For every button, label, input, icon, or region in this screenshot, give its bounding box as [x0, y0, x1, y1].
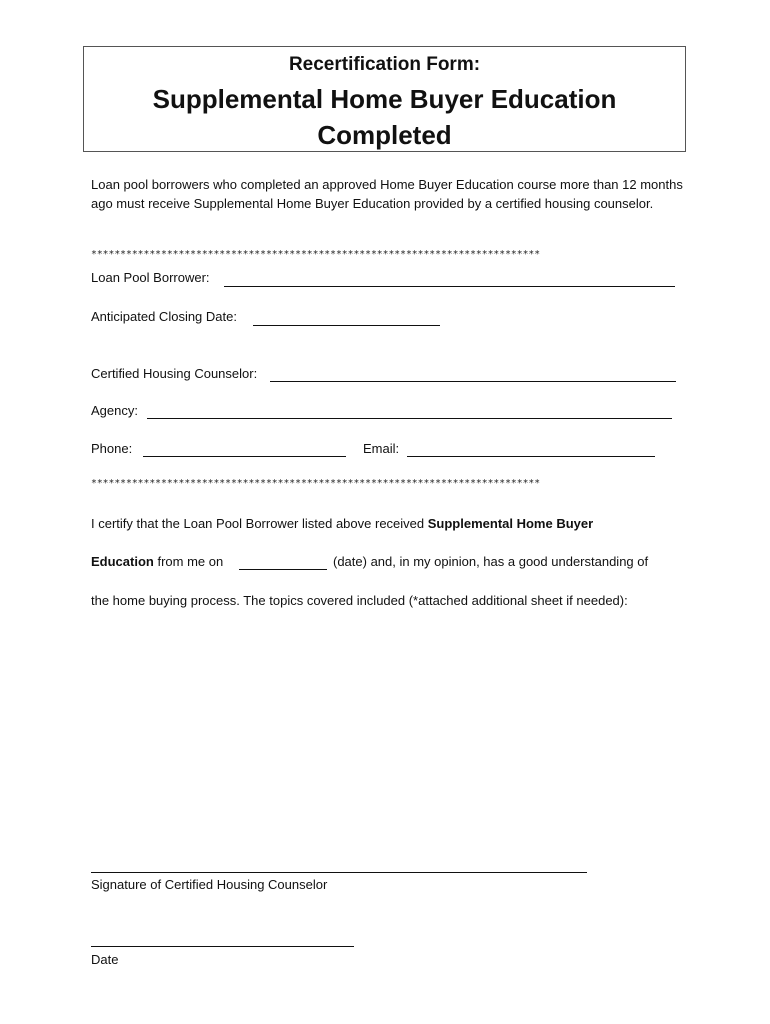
agency-label: Agency:: [91, 403, 138, 418]
form-subtitle: Recertification Form:: [288, 54, 481, 75]
certification-line1-bold: Supplemental Home Buyer: [427, 516, 594, 531]
phone-label: Phone:: [91, 441, 133, 456]
certification-line2-suffix: (date) and, in my opinion, has a good understanding of: [333, 554, 649, 569]
anticipated-closing-date-label: Anticipated Closing Date:: [91, 309, 237, 324]
agency-field[interactable]: [147, 418, 672, 419]
separator-top: *****************************************************************************: [91, 249, 541, 260]
intro-paragraph: Loan pool borrowers who completed an approved Home Buyer Education course more than 12 months ago must receive Supplemental Home Buyer Education provided by a certified housing counselor.: [91, 177, 683, 211]
counselor-signature-label: Signature of Certified Housing Counselor: [91, 877, 328, 892]
loan-pool-borrower-label: Loan Pool Borrower:: [91, 270, 210, 285]
signature-date-field[interactable]: [91, 946, 354, 947]
form-title-line1: Supplemental Home Buyer Education: [152, 84, 617, 114]
certified-housing-counselor-label: Certified Housing Counselor:: [91, 366, 258, 381]
loan-pool-borrower-field[interactable]: [224, 286, 675, 287]
certification-date-field[interactable]: [239, 569, 327, 570]
email-field[interactable]: [407, 456, 655, 457]
certification-line3: the home buying process. The topics covered included (*attached additional sheet if needed):: [91, 593, 628, 608]
phone-field[interactable]: [143, 456, 346, 457]
signature-date-label: Date: [91, 952, 119, 967]
certification-line2-text: from me on: [153, 554, 224, 569]
separator-bottom: *****************************************************************************: [91, 478, 541, 489]
certification-line1-text: I certify that the Loan Pool Borrower listed above received: [91, 516, 428, 531]
form-title: [84, 81, 685, 153]
certification-line1: [91, 516, 593, 532]
email-label: Email:: [363, 441, 400, 456]
counselor-signature-field[interactable]: [91, 872, 587, 873]
anticipated-closing-date-field[interactable]: [253, 325, 440, 326]
certification-line2: [91, 554, 223, 570]
certified-housing-counselor-field[interactable]: [270, 381, 676, 382]
form-title-line2: Completed: [317, 120, 452, 150]
certification-line2-bold: Education: [91, 554, 154, 569]
title-box: [83, 46, 686, 152]
